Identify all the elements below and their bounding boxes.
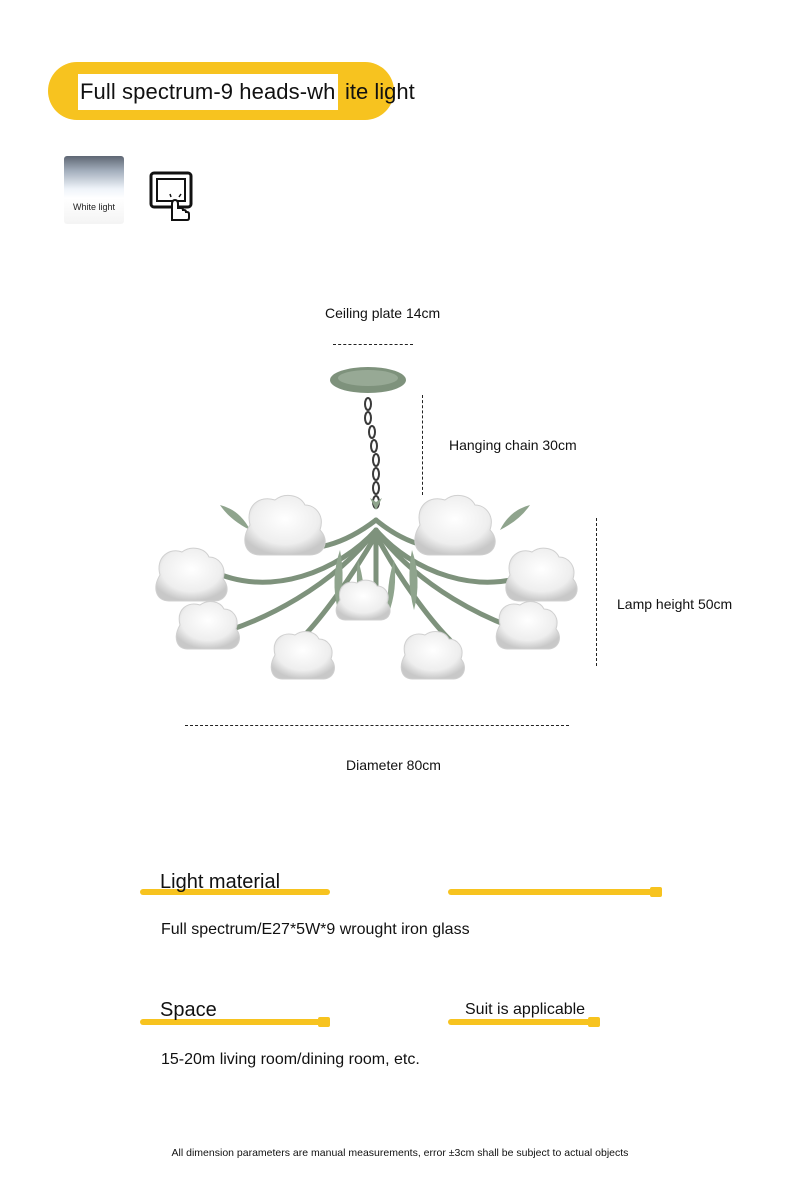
space-value: 15-20m living room/dining room, etc. [161,1051,420,1068]
title-box [78,74,338,110]
hanging-chain-label: Hanging chain 30cm [449,437,577,453]
footnote: All dimension parameters are manual measurements, error ±3cm shall be subject to actual objects [171,1147,629,1159]
light-material-value: Full spectrum/E27*5W*9 wrought iron glass [161,921,470,938]
suit-bar-cap [588,1017,600,1027]
touch-switch-icon [148,170,196,222]
suit-heading: Suit is applicable [465,1001,586,1018]
diameter-dash [185,725,569,726]
white-light-swatch[interactable] [64,156,124,224]
space-heading: Space [160,999,217,1021]
ceiling-plate-dash [333,344,413,345]
material-bar-right [448,889,660,895]
lamp-height-label: Lamp height 50cm [617,596,733,612]
space-bar-cap [318,1017,330,1027]
page-title: Full spectrum-9 heads-wh [80,79,336,104]
swatch-label: White light [72,202,116,212]
diameter-label: Diameter 80cm [346,757,441,773]
light-material-heading: Light material [160,871,281,893]
page-title-tail: ite light [345,79,415,104]
ceiling-plate-label: Ceiling plate 14cm [325,305,441,321]
chandelier-illustration [150,360,600,710]
suit-bar [448,1019,600,1025]
material-bar-cap [650,887,662,897]
